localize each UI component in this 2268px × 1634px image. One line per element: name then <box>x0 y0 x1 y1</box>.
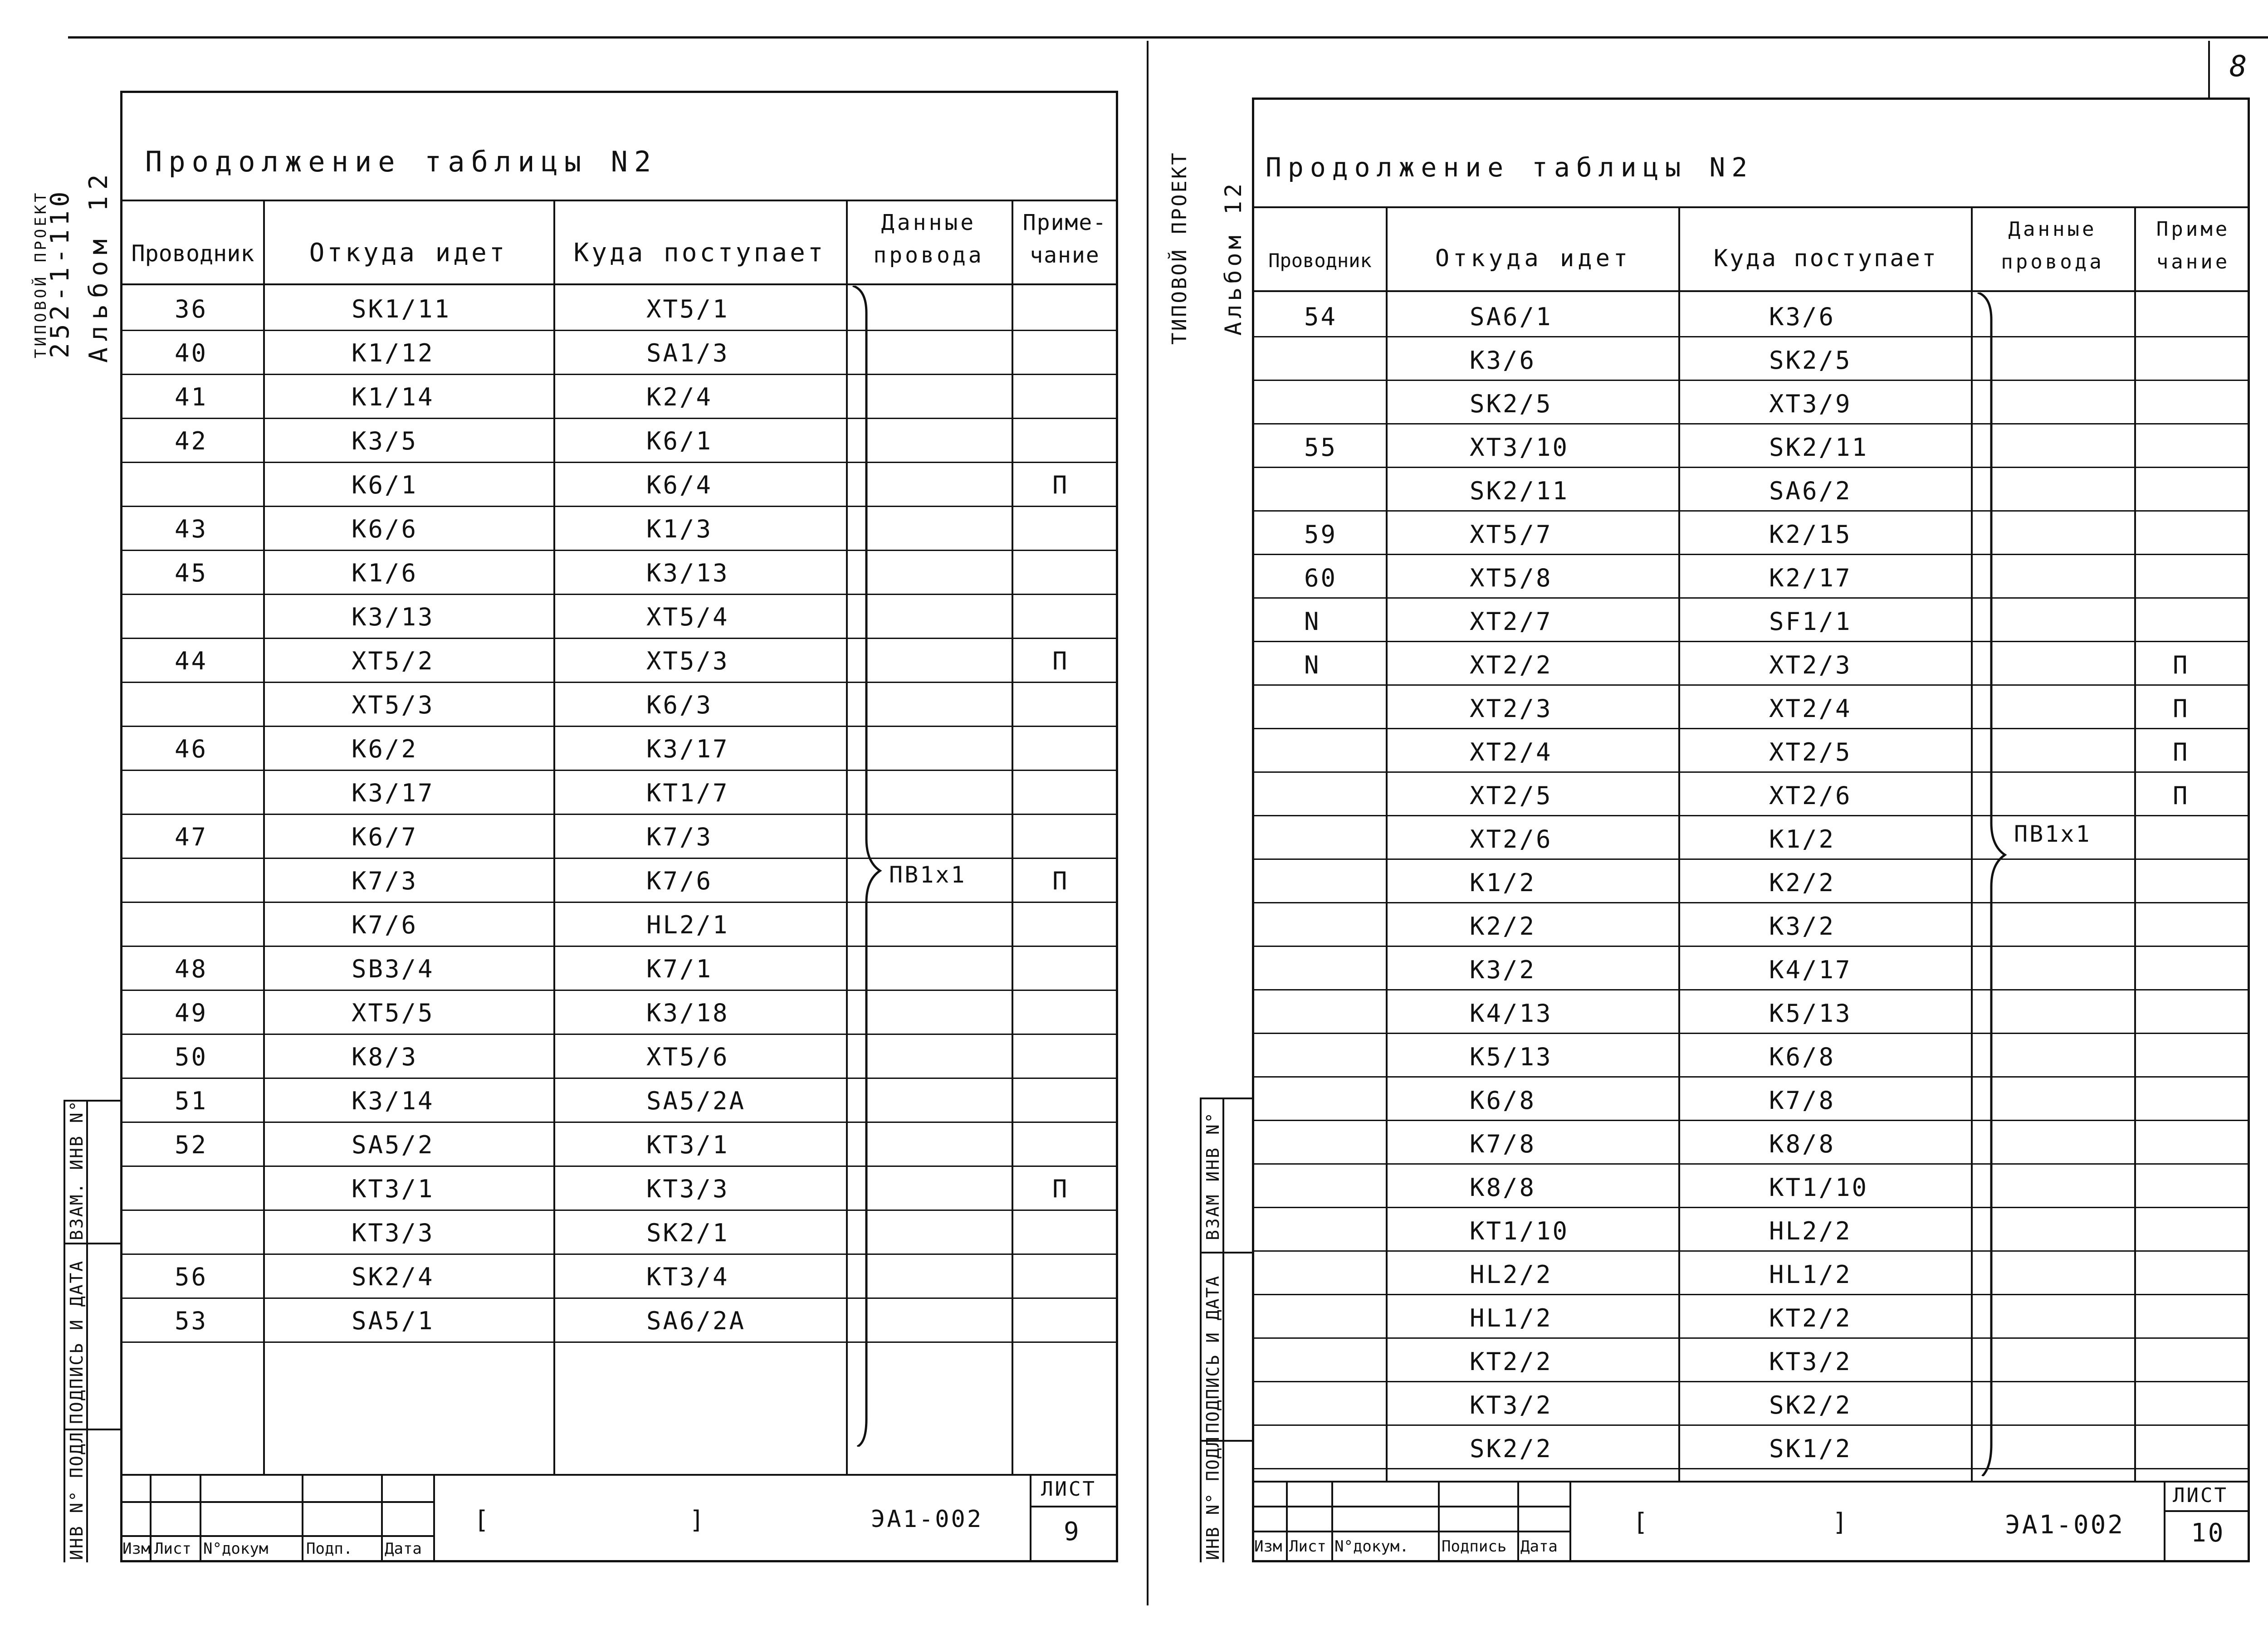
right-cell-to: SF1/1 <box>1769 607 1852 636</box>
right-cell-from: K3/2 <box>1470 956 1536 984</box>
left-row-divider <box>120 1297 1118 1299</box>
right-cell-to: KT3/2 <box>1769 1347 1852 1376</box>
left-cell-to: K3/18 <box>646 999 729 1027</box>
left-cell-conductor: 56 <box>175 1263 208 1291</box>
left-row-divider <box>120 1122 1118 1123</box>
right-wire-brace <box>1973 293 2028 1476</box>
left-stamp-sheet-label: ЛИСТ <box>1041 1478 1096 1501</box>
right-cell-from: XT2/7 <box>1470 607 1553 636</box>
right-cell-to: SK2/11 <box>1769 433 1869 462</box>
right-row-divider <box>1252 1207 2250 1208</box>
left-stamp-v2 <box>200 1474 201 1562</box>
left-cell-from: K1/6 <box>352 559 418 587</box>
left-col-3 <box>846 200 848 1474</box>
left-cell-from: K3/17 <box>352 779 435 807</box>
right-row-divider <box>1252 554 2250 555</box>
right-stamp-list: Лист <box>1289 1537 1326 1556</box>
left-stamp-bracket-right: ] <box>689 1506 706 1534</box>
left-stamp-ndok: N°докум <box>203 1540 269 1558</box>
right-col-3 <box>1971 206 1973 1481</box>
left-cell-from: K3/5 <box>352 427 418 455</box>
left-stamp-v5 <box>433 1474 435 1562</box>
right-row-divider <box>1252 1468 2250 1469</box>
right-cell-note: П <box>2173 781 2190 810</box>
right-cell-to: SK1/2 <box>1769 1434 1852 1463</box>
left-stamp-podp: Подп. <box>306 1540 353 1558</box>
left-header-to: Куда поступает <box>573 238 826 268</box>
right-cell-note: П <box>2173 694 2190 723</box>
right-cell-to: SK2/5 <box>1769 346 1852 375</box>
right-project-label: ТИПОВОЙ ПРОЕКТ <box>1168 151 1191 345</box>
right-row-divider <box>1252 946 2250 947</box>
left-cell-from: K7/3 <box>352 867 418 895</box>
right-cell-from: SK2/5 <box>1470 390 1553 418</box>
left-stamp-v4 <box>381 1474 383 1562</box>
right-header-conductor: Проводник <box>1268 249 1372 272</box>
right-cell-conductor: N <box>1304 651 1321 679</box>
right-podpis-label: ПОДПИСЬ И ДАТА <box>1203 1275 1223 1433</box>
left-cell-conductor: 46 <box>175 735 208 763</box>
right-cell-from: XT3/10 <box>1470 433 1569 462</box>
left-cell-to: K7/1 <box>646 955 713 983</box>
right-cell-to: KT2/2 <box>1769 1304 1852 1332</box>
right-cell-to: K5/13 <box>1769 999 1852 1028</box>
left-cell-conductor: 53 <box>175 1307 208 1335</box>
left-cell-to: XT5/6 <box>646 1043 729 1071</box>
right-cell-from: XT5/8 <box>1470 564 1553 592</box>
left-project-code: 252-1-110 <box>45 188 75 358</box>
right-cell-conductor: 59 <box>1304 520 1338 549</box>
right-row-divider <box>1252 336 2250 337</box>
left-cell-conductor: 48 <box>175 955 208 983</box>
left-cell-to: K2/4 <box>646 383 713 411</box>
right-sheet-frame <box>1252 98 2250 1562</box>
right-row-divider <box>1252 1163 2250 1165</box>
left-row-divider <box>120 1078 1118 1079</box>
left-row-divider <box>120 946 1118 947</box>
left-col-2 <box>553 200 555 1474</box>
left-row-divider <box>120 726 1118 727</box>
right-cell-from: K5/13 <box>1470 1043 1553 1071</box>
left-cell-to: KT3/1 <box>646 1131 729 1159</box>
left-cell-conductor: 42 <box>175 427 208 455</box>
right-cell-note: П <box>2173 651 2190 679</box>
right-cell-to: XT3/9 <box>1769 390 1852 418</box>
right-stamp-v4 <box>1517 1481 1519 1562</box>
right-cell-to: K1/2 <box>1769 825 1836 854</box>
right-row-divider <box>1252 1033 2250 1034</box>
right-header-from: Откуда идет <box>1435 245 1632 272</box>
right-cell-to: HL2/2 <box>1769 1217 1852 1245</box>
left-side-stamp-sep2 <box>64 1429 122 1430</box>
right-cell-conductor: 55 <box>1304 433 1338 462</box>
right-header-wire: Данные провода <box>2001 218 2104 273</box>
left-cell-note: П <box>1052 647 1069 675</box>
left-stamp-v6 <box>1030 1474 1031 1562</box>
right-stamp-code: ЭА1-002 <box>2005 1510 2125 1540</box>
left-cell-from: XT5/2 <box>352 647 435 675</box>
left-row-divider <box>120 330 1118 331</box>
right-stamp-v5 <box>1569 1481 1571 1562</box>
left-cell-to: K3/17 <box>646 735 729 763</box>
left-stamp-list: Лист <box>154 1540 191 1558</box>
left-row-divider <box>120 506 1118 507</box>
right-wire-value: ПВ1х1 <box>2014 821 2092 847</box>
right-col-4 <box>2134 206 2136 1481</box>
left-cell-conductor: 50 <box>175 1043 208 1071</box>
right-cell-from: K2/2 <box>1470 912 1536 941</box>
left-col-4 <box>1012 200 1013 1474</box>
left-cell-to: K3/13 <box>646 559 729 587</box>
right-cell-from: K3/6 <box>1470 346 1536 375</box>
left-row-divider <box>120 550 1118 551</box>
left-stamp-code: ЭА1-002 <box>871 1506 983 1533</box>
right-inv-podl-label: ИНВ N° ПОДЛ <box>1203 1436 1223 1560</box>
left-side-stamp-left <box>64 1100 65 1562</box>
left-wire-value: ПВ1х1 <box>889 862 967 888</box>
right-cell-from: HL1/2 <box>1470 1304 1553 1332</box>
right-cell-from: XT2/5 <box>1470 781 1553 810</box>
left-stamp-mid <box>120 1501 433 1503</box>
right-cell-from: K6/8 <box>1470 1086 1536 1115</box>
right-cell-to: K2/2 <box>1769 868 1836 897</box>
left-cell-to: K6/4 <box>646 471 713 499</box>
left-table-title: Продолжение таблицы N2 <box>145 145 658 178</box>
left-project-label: ТИПОВОЙ ПРОЕКТ <box>32 190 50 358</box>
right-side-stamp-left <box>1200 1097 1202 1562</box>
left-podpis-label: ПОДПИСЬ И ДАТА <box>67 1259 87 1424</box>
right-vzam-label: ВЗАМ ИНВ N° <box>1203 1111 1223 1240</box>
right-cell-from: HL2/2 <box>1470 1260 1553 1289</box>
left-row-divider <box>120 1034 1118 1035</box>
right-stamp-podp: Подпись <box>1442 1537 1507 1556</box>
left-cell-note: П <box>1052 867 1069 895</box>
left-cell-to: HL2/1 <box>646 911 729 939</box>
right-table-title: Продолжение таблицы N2 <box>1266 152 1754 183</box>
right-stamp-bracket-left: [ <box>1633 1508 1650 1536</box>
right-row-divider <box>1252 467 2250 468</box>
left-stamp-izm: Изм <box>122 1540 151 1558</box>
right-row-divider <box>1252 728 2250 729</box>
left-cell-from: K1/12 <box>352 339 435 367</box>
left-cell-from: KT3/1 <box>352 1175 435 1203</box>
right-header-to: Куда поступает <box>1713 245 1938 272</box>
left-row-divider <box>120 1254 1118 1255</box>
left-stamp-top <box>120 1474 1118 1476</box>
right-cell-from: SK2/2 <box>1470 1434 1553 1463</box>
right-row-divider <box>1252 1120 2250 1121</box>
left-cell-conductor: 41 <box>175 383 208 411</box>
left-row-divider <box>120 1166 1118 1167</box>
left-row-divider <box>120 638 1118 639</box>
left-header-wire: Данные провода <box>873 210 984 268</box>
left-cell-note: П <box>1052 1175 1069 1203</box>
right-stamp-ndok: N°докум. <box>1334 1537 1409 1556</box>
right-cell-note: П <box>2173 738 2190 766</box>
left-cell-conductor: 51 <box>175 1087 208 1115</box>
left-cell-from: SK1/11 <box>352 295 451 323</box>
left-cell-from: K3/13 <box>352 603 435 631</box>
left-stamp-data: Дата <box>385 1540 422 1558</box>
right-cell-from: SA6/1 <box>1470 302 1553 331</box>
right-cell-to: K4/17 <box>1769 956 1852 984</box>
right-row-divider <box>1252 989 2250 990</box>
left-cell-to: K6/3 <box>646 691 713 719</box>
right-stamp-v1 <box>1286 1481 1288 1562</box>
left-cell-to: K1/3 <box>646 515 713 543</box>
right-row-divider <box>1252 1294 2250 1295</box>
right-cell-conductor: 60 <box>1304 564 1338 592</box>
left-header-from: Откуда идет <box>309 238 508 268</box>
left-row-divider <box>120 1210 1118 1211</box>
left-cell-from: SB3/4 <box>352 955 435 983</box>
left-header-bottom <box>120 283 1118 285</box>
right-cell-conductor: 54 <box>1304 302 1338 331</box>
left-row-divider <box>120 902 1118 903</box>
left-cell-conductor: 44 <box>175 647 208 675</box>
right-cell-from: XT2/2 <box>1470 651 1553 679</box>
left-cell-to: SA6/2A <box>646 1307 746 1335</box>
right-row-divider <box>1252 423 2250 424</box>
right-cell-from: SK2/11 <box>1470 477 1569 505</box>
right-stamp-top <box>1252 1481 2250 1483</box>
left-row-divider <box>120 418 1118 419</box>
right-row-divider <box>1252 684 2250 686</box>
right-side-stamp-sep1 <box>1200 1252 1254 1254</box>
right-header-bottom <box>1252 290 2250 292</box>
right-header-note: Приме чание <box>2156 218 2230 273</box>
left-cell-from: SA5/1 <box>352 1307 435 1335</box>
right-row-divider <box>1252 380 2250 381</box>
right-stamp-sheet-no: 10 <box>2191 1518 2225 1548</box>
right-cell-to: K7/8 <box>1769 1086 1836 1115</box>
left-row-divider <box>120 1341 1118 1343</box>
right-cell-to: K2/15 <box>1769 520 1852 549</box>
left-cell-from: K6/1 <box>352 471 418 499</box>
left-album-label: Альбом 12 <box>84 168 113 363</box>
left-cell-conductor: 43 <box>175 515 208 543</box>
right-cell-to: XT2/6 <box>1769 781 1852 810</box>
left-cell-note: П <box>1052 471 1069 499</box>
left-row-divider <box>120 990 1118 991</box>
right-row-divider <box>1252 858 2250 860</box>
right-stamp-sheet-sep <box>2164 1510 2250 1512</box>
left-cell-conductor: 49 <box>175 999 208 1027</box>
left-cell-from: K8/3 <box>352 1043 418 1071</box>
right-cell-to: XT2/5 <box>1769 738 1852 766</box>
left-row-divider <box>120 594 1118 595</box>
right-cell-from: K8/8 <box>1470 1173 1536 1202</box>
left-cell-conductor: 36 <box>175 295 208 323</box>
left-cell-to: KT1/7 <box>646 779 729 807</box>
left-row-divider <box>120 770 1118 771</box>
right-row-divider <box>1252 1381 2250 1382</box>
right-cell-from: XT5/7 <box>1470 520 1553 549</box>
left-row-divider <box>120 374 1118 375</box>
right-row-divider <box>1252 1337 2250 1339</box>
top-border-line <box>68 36 2268 39</box>
right-row-divider <box>1252 597 2250 599</box>
left-cell-to: SK2/1 <box>646 1219 729 1247</box>
right-cell-to: SK2/2 <box>1769 1391 1852 1419</box>
right-album-label: Альбом 12 <box>1220 180 1246 336</box>
left-cell-from: K6/6 <box>352 515 418 543</box>
left-stamp-sheet-sep <box>1030 1506 1118 1507</box>
right-row-divider <box>1252 641 2250 642</box>
left-cell-from: KT3/3 <box>352 1219 435 1247</box>
right-cell-to: XT2/4 <box>1769 694 1852 723</box>
left-cell-to: SA5/2A <box>646 1087 746 1115</box>
right-stamp-v6 <box>2164 1481 2165 1562</box>
right-cell-from: XT2/6 <box>1470 825 1553 854</box>
left-cell-from: SK2/4 <box>352 1263 435 1291</box>
left-cell-to: XT5/3 <box>646 647 729 675</box>
right-stamp-data: Дата <box>1520 1537 1558 1556</box>
left-cell-from: K6/7 <box>352 823 418 851</box>
right-col-2 <box>1678 206 1680 1481</box>
right-stamp-v3 <box>1438 1481 1440 1562</box>
right-cell-from: XT2/3 <box>1470 694 1553 723</box>
left-cell-conductor: 40 <box>175 339 208 367</box>
right-cell-from: KT1/10 <box>1470 1217 1569 1245</box>
right-cell-from: KT3/2 <box>1470 1391 1553 1419</box>
left-cell-from: XT5/5 <box>352 999 435 1027</box>
right-stamp-v2 <box>1331 1481 1333 1562</box>
right-cell-conductor: N <box>1304 607 1321 636</box>
left-cell-conductor: 47 <box>175 823 208 851</box>
left-side-stamp-sep1 <box>64 1243 122 1244</box>
left-stamp-sheet-no: 9 <box>1064 1517 1081 1546</box>
right-stamp-bracket-right: ] <box>1833 1508 1849 1536</box>
left-cell-to: KT3/3 <box>646 1175 729 1203</box>
right-row-divider <box>1252 771 2250 773</box>
left-row-divider <box>120 682 1118 683</box>
left-col-1 <box>263 200 265 1474</box>
left-cell-from: K6/2 <box>352 735 418 763</box>
left-stamp-bracket-left: [ <box>474 1506 491 1534</box>
right-cell-to: K8/8 <box>1769 1130 1836 1158</box>
center-fold-line <box>1147 41 1149 1605</box>
left-row-divider <box>120 814 1118 815</box>
left-stamp-row <box>120 1535 433 1537</box>
left-cell-from: SA5/2 <box>352 1131 435 1159</box>
right-stamp-sheet-label: ЛИСТ <box>2173 1484 2228 1507</box>
left-cell-to: K7/3 <box>646 823 713 851</box>
right-col-1 <box>1386 206 1388 1481</box>
left-cell-from: K1/14 <box>352 383 435 411</box>
left-stamp-v3 <box>302 1474 303 1562</box>
left-row-divider <box>120 858 1118 859</box>
left-cell-from: K3/14 <box>352 1087 435 1115</box>
left-vzam-label: ВЗАМ. ИНВ N° <box>67 1099 87 1240</box>
page-number: 8 <box>2229 50 2247 83</box>
right-cell-to: KT1/10 <box>1769 1173 1869 1202</box>
left-cell-conductor: 52 <box>175 1131 208 1159</box>
left-cell-to: K6/1 <box>646 427 713 455</box>
right-cell-from: K4/13 <box>1470 999 1553 1028</box>
left-header-conductor: Проводник <box>131 240 254 267</box>
right-row-divider <box>1252 1076 2250 1078</box>
right-stamp-row <box>1252 1531 1569 1532</box>
right-cell-to: HL1/2 <box>1769 1260 1852 1289</box>
left-cell-to: SA1/3 <box>646 339 729 367</box>
right-row-divider <box>1252 510 2250 512</box>
left-cell-to: XT5/4 <box>646 603 729 631</box>
left-cell-from: XT5/3 <box>352 691 435 719</box>
right-side-stamp-top <box>1200 1097 1254 1099</box>
right-cell-from: K1/2 <box>1470 868 1536 897</box>
left-header-top <box>120 200 1118 201</box>
left-cell-conductor: 45 <box>175 559 208 587</box>
right-row-divider <box>1252 902 2250 903</box>
right-cell-to: SA6/2 <box>1769 477 1852 505</box>
left-cell-to: K7/6 <box>646 867 713 895</box>
left-inv-podl-label: ИНВ N° ПОДЛ <box>67 1431 87 1560</box>
right-cell-to: K3/2 <box>1769 912 1836 941</box>
left-cell-to: XT5/1 <box>646 295 729 323</box>
right-cell-to: XT2/3 <box>1769 651 1852 679</box>
left-cell-from: K7/6 <box>352 911 418 939</box>
right-stamp-mid <box>1252 1506 1569 1507</box>
right-row-divider <box>1252 1250 2250 1252</box>
left-row-divider <box>120 462 1118 463</box>
right-cell-from: K7/8 <box>1470 1130 1536 1158</box>
right-cell-to: K2/17 <box>1769 564 1852 592</box>
right-cell-to: K3/6 <box>1769 302 1836 331</box>
right-stamp-izm: Изм <box>1254 1537 1282 1556</box>
right-row-divider <box>1252 1424 2250 1426</box>
right-cell-to: K6/8 <box>1769 1043 1836 1071</box>
right-cell-from: XT2/4 <box>1470 738 1553 766</box>
right-row-divider <box>1252 815 2250 816</box>
right-cell-from: KT2/2 <box>1470 1347 1553 1376</box>
page-number-box-left <box>2208 41 2210 100</box>
left-header-note: Приме-чание <box>1022 210 1107 268</box>
left-cell-to: KT3/4 <box>646 1263 729 1291</box>
right-header-top <box>1252 206 2250 208</box>
